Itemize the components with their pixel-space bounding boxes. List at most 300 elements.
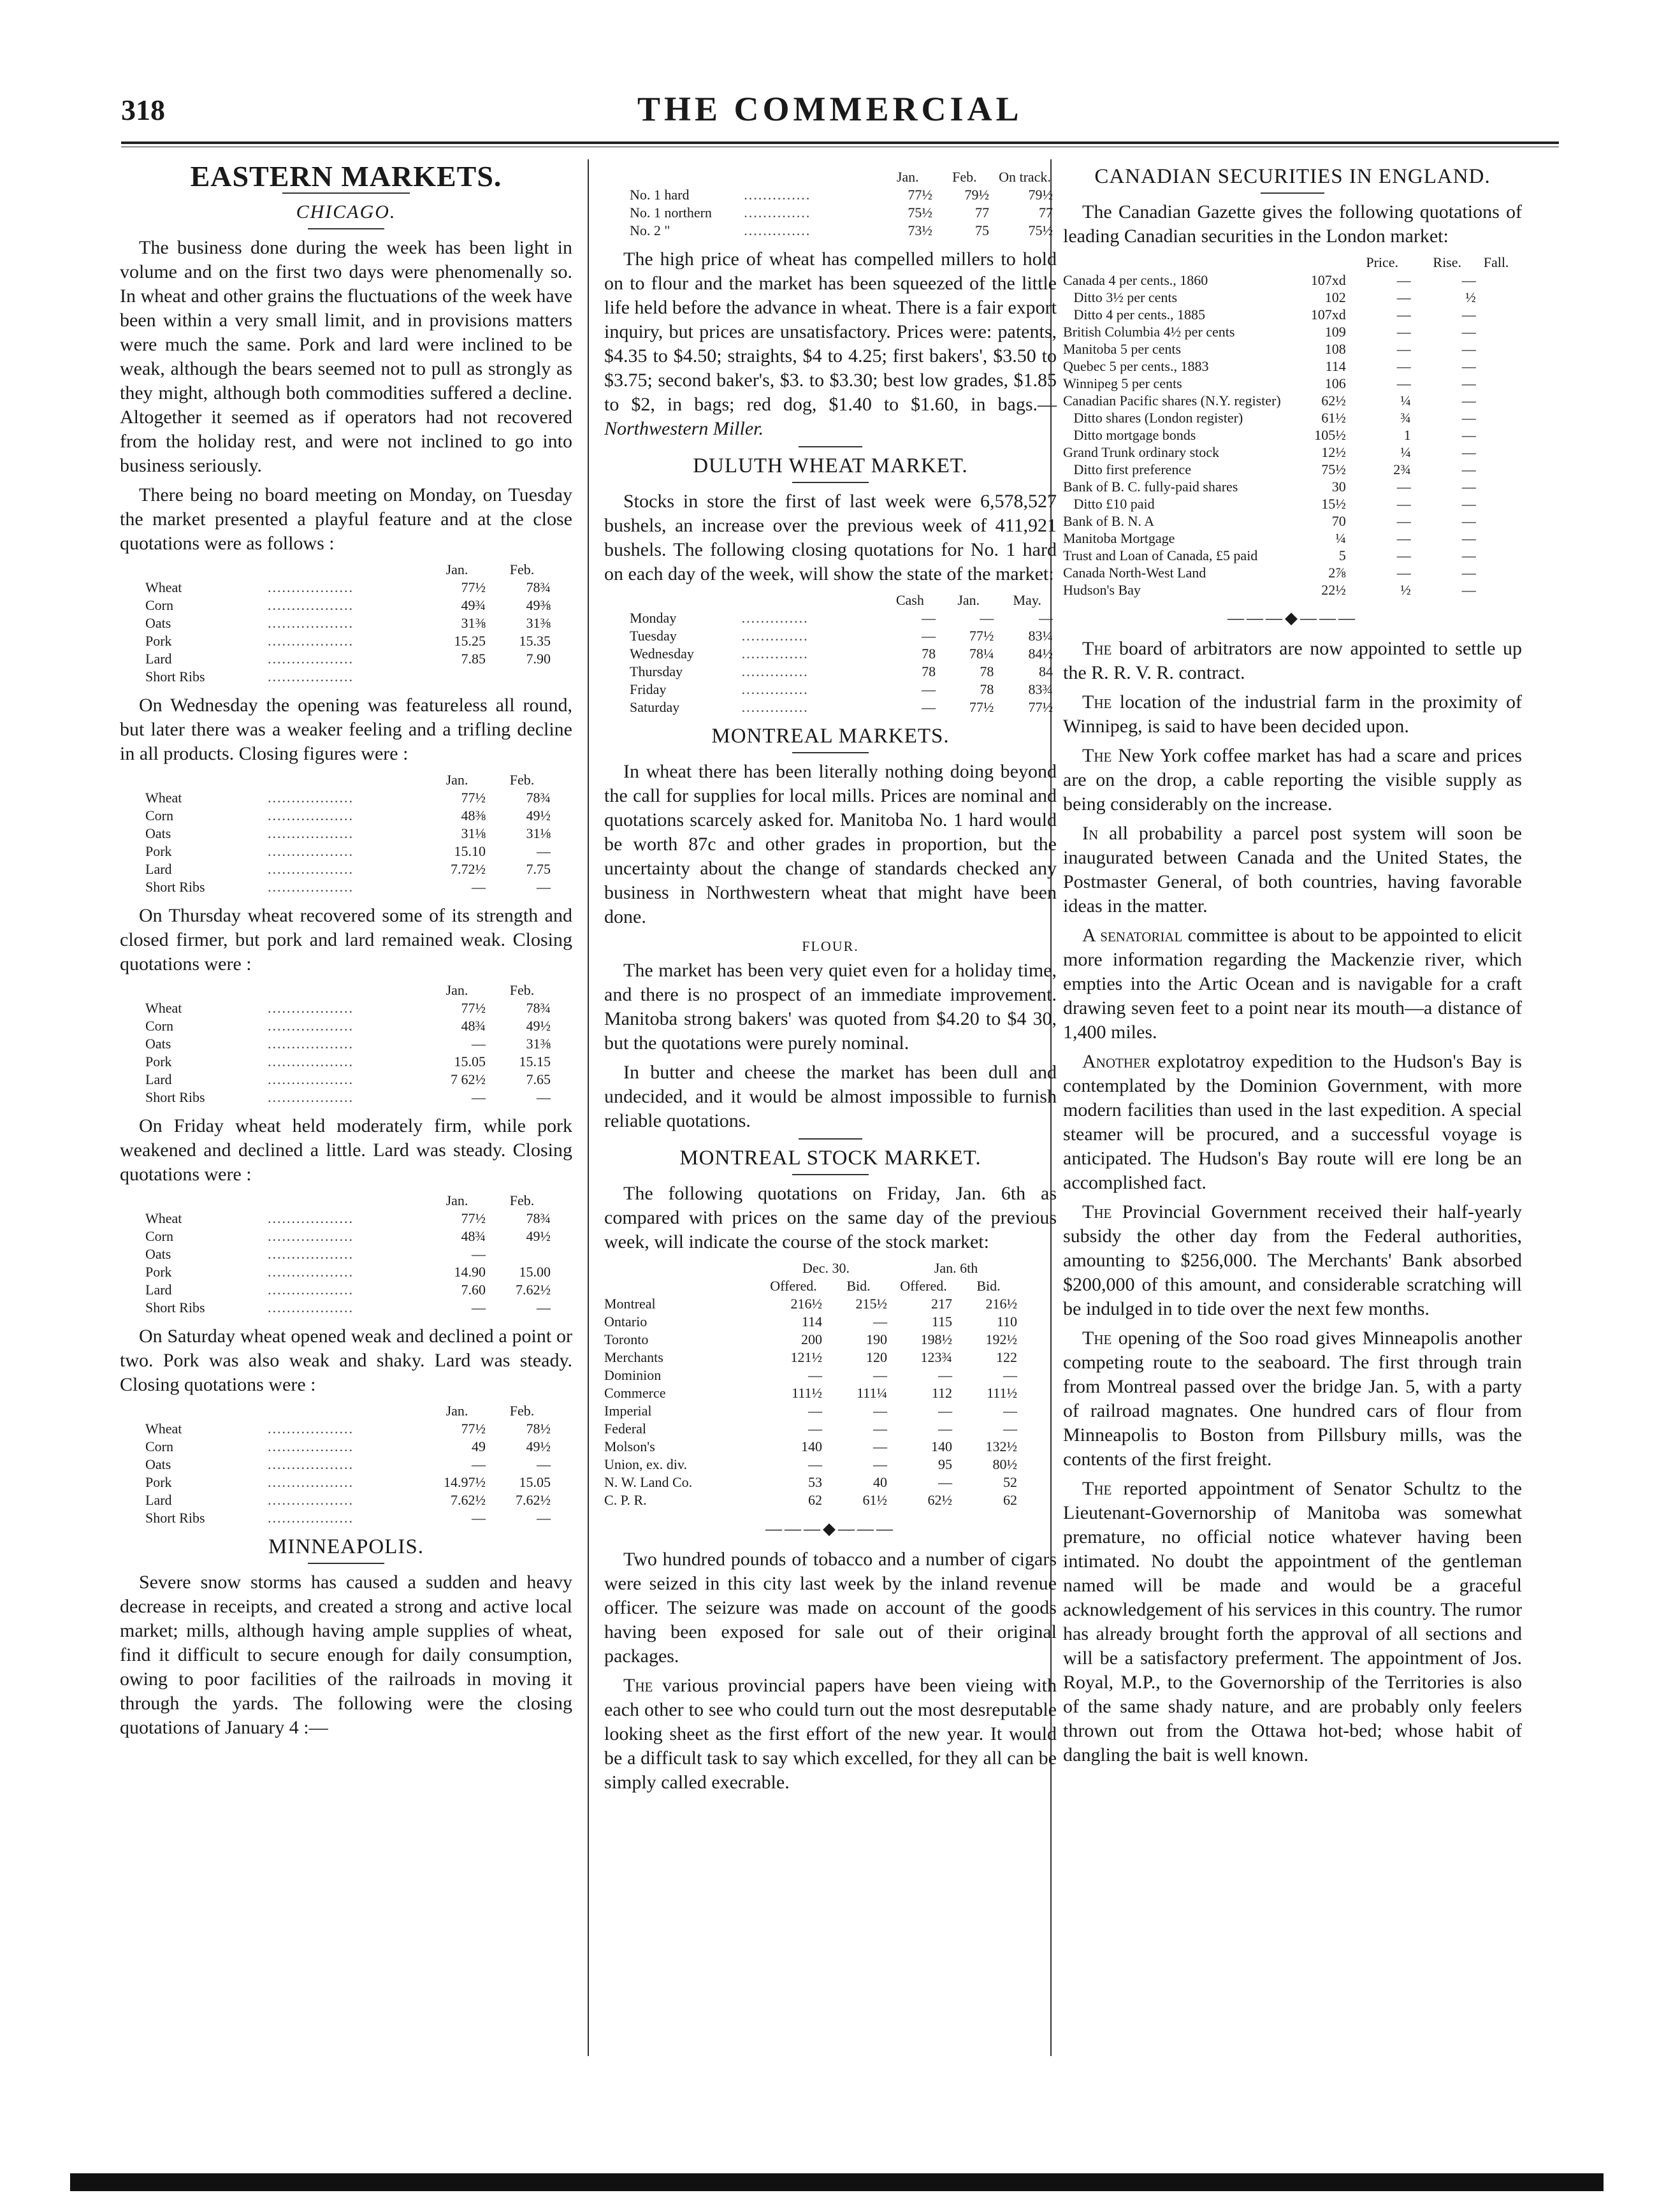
thursday-table	[120, 981, 572, 1106]
friday-table	[120, 1192, 572, 1317]
value-cell: 83¾	[1028, 681, 1053, 697]
value-cell: 112	[931, 1385, 952, 1401]
row-label: Bank of B. N. A	[1063, 513, 1154, 529]
table-row	[1063, 495, 1512, 512]
jan-value: 77½	[461, 1210, 486, 1226]
lead-word: The	[1082, 745, 1112, 766]
feb-value: 78¾	[526, 1000, 551, 1016]
feb-value: 49½	[526, 1438, 551, 1454]
leader-dots: ..................	[268, 1492, 354, 1508]
row-label: Winnipeg 5 per cents	[1063, 375, 1182, 391]
fall-value: —	[1461, 307, 1476, 322]
feb-value: 15.00	[519, 1264, 551, 1280]
table-row	[120, 825, 554, 843]
row-label: Wheat	[145, 1210, 182, 1226]
row-label: Ditto £10 paid	[1063, 496, 1155, 512]
leader-dots: ..................	[268, 597, 354, 613]
column-2	[604, 164, 1057, 1800]
lead-word: Another	[1082, 1051, 1150, 1072]
column-header: May.	[1013, 592, 1041, 608]
table-row	[120, 789, 554, 807]
value-cell: 77½	[908, 187, 932, 203]
feb-value: 49½	[526, 1018, 551, 1034]
table-row	[1063, 426, 1512, 444]
row-label: Imperial	[604, 1403, 652, 1419]
stock-paragraph: The following quotations on Friday, Jan. 6th as compared with prices on the same day of the previous week, will indicate the course of the stock market:	[604, 1183, 1057, 1252]
news-item-2	[1063, 690, 1522, 739]
lead-word: The	[623, 1675, 653, 1696]
row-label: Hudson's Bay	[1063, 582, 1141, 598]
fall-value: —	[1461, 272, 1476, 288]
column-header	[120, 561, 264, 579]
column-header	[120, 1192, 264, 1210]
feb-value: 31⅜	[526, 1036, 551, 1052]
jan-value: 48⅜	[461, 808, 486, 823]
rise-value: —	[1396, 375, 1411, 391]
value-cell: 140	[801, 1438, 822, 1454]
price-value: 107xd	[1310, 307, 1346, 322]
duluth-table	[604, 591, 1057, 716]
table-row	[120, 650, 554, 668]
header-row	[120, 1192, 554, 1210]
news-text: reported appointment of Senator Schultz to the Lieutenant-Governorship of Manitoba was somewhat premature, no official notice whatever having been intimated. No doubt the appointment of the gentleman named will be made and would be a graceful acknowledgement of his services in this country. The rumor has already brought forth the approval of all sections and will be a satisfactory preferment. The appointment of Jos. Royal, M.P., to the Governorship of the Territories is also of the same shady nature, and are probably only feelers thrown out from the Ottawa hot-bed; whose habit of dangling the bait is well known.	[1063, 1478, 1522, 1765]
value-cell: 73½	[908, 222, 932, 238]
divider	[799, 446, 862, 447]
leader-dots: ..................	[268, 843, 354, 859]
table-row	[1063, 272, 1512, 289]
column-header	[120, 981, 264, 999]
flour-subheading: FLOUR.	[802, 938, 859, 954]
value-cell: 75½	[908, 205, 932, 221]
feb-value: 49½	[526, 808, 551, 823]
value-cell: 77	[1039, 205, 1053, 221]
value-cell: 75½	[1028, 222, 1053, 238]
value-cell: 190	[866, 1331, 887, 1347]
stock-table	[604, 1259, 1057, 1509]
montreal-paragraph-1: In wheat there has been literally nothing doing beyond the call for supplies for local mills. Prices are nominal and quotations scarcely asked for. Manitoba No. 1 hard would be worth 87c and other grades in proportion, but the uncertainty about the change of standards checked any business in Northwestern wheat that might have been done.	[604, 761, 1057, 927]
feb-value: 7.62½	[516, 1282, 551, 1298]
column-3	[1063, 164, 1522, 1772]
header-row	[604, 591, 1057, 609]
table-row	[120, 999, 554, 1017]
chicago-paragraph-6: On Saturday wheat opened weak and declined a point or two. Pork was also weak and shaky. Lard was steady. Closing quotations were :	[120, 1326, 572, 1395]
table-row	[120, 878, 554, 896]
fall-value: —	[1461, 375, 1476, 391]
price-value: 2⅞	[1328, 565, 1346, 581]
row-label: Lard	[145, 651, 172, 667]
column-header	[1063, 254, 1285, 272]
feb-value: —	[537, 1456, 551, 1472]
group-header: Jan. 6th	[934, 1260, 978, 1276]
row-label: Pork	[145, 633, 172, 649]
leader-dots: ..................	[268, 1054, 354, 1069]
scan-edge-bar	[70, 2173, 1604, 2191]
column-header: Cash	[895, 592, 924, 608]
fall-value: —	[1461, 358, 1476, 374]
news-text: explotatroy expedition to the Hudson's Bay is contemplated by the Dominion Government, with more modern facilities than used in the last expedition. A special steamer will be procured, and a successful voyage is anticipated. The Hudson's Bay route will ere long be an accomplished fact.	[1063, 1051, 1522, 1193]
value-cell: 78	[980, 663, 994, 679]
price-value: ¼	[1335, 530, 1346, 546]
row-label: Dominion	[604, 1367, 662, 1383]
table-row	[604, 1491, 1021, 1509]
column-header: Bid.	[976, 1278, 1001, 1294]
column-header	[740, 168, 879, 186]
table-row	[120, 668, 554, 686]
table-row	[604, 1456, 1021, 1474]
table-row	[120, 579, 554, 597]
column-header: Jan.	[896, 169, 919, 185]
jan-value	[424, 668, 489, 686]
value-cell: —	[1039, 610, 1053, 626]
jan-value: 48¾	[461, 1228, 486, 1244]
ornament-divider: ———◆———	[1227, 609, 1358, 627]
leader-dots: ..................	[268, 861, 354, 877]
table-row	[604, 1384, 1021, 1402]
row-label: C. P. R.	[604, 1492, 647, 1508]
row-label: Wheat	[145, 1000, 182, 1016]
jan-value: 15.25	[454, 633, 486, 649]
column-header: Jan.	[445, 561, 468, 577]
leader-dots: ..............	[741, 699, 809, 715]
jan-value: 77½	[461, 790, 486, 806]
value-cell: 216½	[985, 1296, 1017, 1312]
rise-value: 1	[1403, 427, 1411, 443]
table-row	[120, 807, 554, 825]
row-label: British Columbia 4½ per cents	[1063, 324, 1235, 340]
column-header: Feb.	[509, 1192, 535, 1208]
table-row	[1063, 581, 1512, 598]
price-value: 102	[1324, 289, 1346, 305]
table-row	[1063, 547, 1512, 564]
divider	[792, 752, 869, 753]
chicago-paragraph-1: The business done during the week has been light in volume and on the first two days were phenomenally so. In wheat and other grains the fluctuations of the week have been within a very small limit, and in provisions matters were much the same. Pork and lard were inclined to be weak, although the bears seemed not to pull as strongly as they might, although both commodities suffered a decline. Altogether it seemed as if operators had not recovered from the holiday rest, and were not inclined to go into business seriously.	[120, 237, 572, 476]
row-label: Manitoba Mortgage	[1063, 530, 1175, 546]
table-row	[120, 1438, 554, 1456]
row-label: Oats	[145, 1246, 171, 1262]
price-value: 75½	[1321, 461, 1346, 477]
table-row	[1063, 444, 1512, 461]
header-row	[604, 1277, 1021, 1295]
jan-value: —	[472, 1089, 486, 1105]
papers-text: various provincial papers have been vieing with each other to see who could turn out the most desreputable looking sheet as the first effort of the new year. It would be a difficult task to say which excelled, for they all can be simply called execrable.	[604, 1675, 1057, 1793]
row-label: No. 2 "	[630, 222, 670, 238]
column-header: Price.	[1366, 254, 1399, 270]
value-cell: 140	[931, 1438, 952, 1454]
leader-dots: ..............	[741, 646, 809, 662]
row-label: Commerce	[604, 1385, 666, 1401]
value-cell: 77½	[1028, 699, 1053, 715]
news-text: all probability a parcel post system will soon be inaugurated between Canada and the United States, the Postmaster General, of both countries, having favorable ideas in the matter.	[1063, 823, 1523, 916]
fall-value: —	[1461, 393, 1476, 409]
row-label: Lard	[145, 1492, 172, 1508]
table-row	[604, 1366, 1021, 1384]
news-item-7	[1063, 1200, 1522, 1321]
row-label: Canadian Pacific shares (N.Y. register)	[1063, 393, 1281, 409]
value-cell: —	[808, 1367, 822, 1383]
row-label: Ontario	[604, 1314, 648, 1329]
news-text: board of arbitrators are now appointed to settle up the R. R. V. R. contract.	[1063, 638, 1523, 683]
price-value: 15½	[1321, 496, 1346, 512]
fall-value: —	[1461, 530, 1476, 546]
table-row	[120, 1053, 554, 1071]
value-cell: 78	[922, 646, 936, 662]
jan-value: 49¾	[461, 597, 486, 613]
price-value: 70	[1331, 513, 1346, 529]
securities-table	[1063, 254, 1522, 598]
value-cell: 200	[801, 1331, 822, 1347]
divider	[308, 1563, 384, 1564]
value-cell: 80½	[992, 1456, 1017, 1472]
value-cell: 77½	[969, 628, 994, 644]
saturday-table	[120, 1402, 572, 1527]
column-header	[264, 981, 424, 999]
fall-value: —	[1461, 444, 1476, 460]
jan-value: 77½	[461, 1000, 486, 1016]
fall-value: —	[1461, 496, 1476, 512]
fall-value: —	[1461, 547, 1476, 563]
value-cell: 79½	[964, 187, 989, 203]
row-label: No. 1 northern	[630, 205, 712, 221]
table-row	[120, 1228, 554, 1245]
row-label: Wheat	[145, 579, 182, 595]
value-cell: 84	[1039, 663, 1053, 679]
value-cell: 217	[931, 1296, 952, 1312]
leader-dots: ..................	[268, 1089, 354, 1105]
leader-dots: ..................	[268, 1228, 354, 1244]
price-value: 5	[1338, 547, 1346, 563]
news-text: location of the industrial farm in the proximity of Winnipeg, is said to have been decided upon.	[1063, 692, 1522, 737]
page-number: 318	[121, 94, 165, 126]
row-label: Lard	[145, 861, 172, 877]
leader-dots: ..............	[741, 681, 809, 697]
leader-dots: ..................	[268, 1421, 354, 1437]
column-header: Feb.	[509, 982, 535, 998]
leader-dots: ..............	[744, 222, 811, 238]
leader-dots: ..............	[741, 663, 809, 679]
value-cell: —	[938, 1421, 952, 1437]
rise-value: —	[1396, 307, 1411, 322]
leader-dots: ..................	[268, 1210, 354, 1226]
news-item-3	[1063, 744, 1522, 816]
jan-value: —	[472, 1510, 486, 1526]
row-label: Pork	[145, 1054, 172, 1069]
price-value: 114	[1325, 358, 1346, 374]
rise-value: —	[1396, 324, 1411, 340]
value-cell: 215½	[855, 1296, 887, 1312]
price-value: 22½	[1321, 582, 1346, 598]
header-row	[120, 771, 554, 789]
table-row	[1063, 358, 1512, 375]
row-label: Canada 4 per cents., 1860	[1063, 272, 1208, 288]
fall-value: —	[1461, 410, 1476, 426]
leader-dots: ..................	[268, 615, 354, 631]
value-cell: —	[922, 681, 936, 697]
table-row	[120, 1071, 554, 1089]
leader-dots: ..................	[268, 808, 354, 823]
jan-value: 14.97½	[444, 1474, 486, 1490]
news-text: opening of the Soo road gives Minneapolis another competing route to the seaboard. The first through train from Montreal passed over the bridge Jan. 5, with a party of railroad magnates. One hundred cars of flour from Minneapolis to Boston from Pillsbury mills, was the contents of the first freight.	[1063, 1328, 1522, 1470]
column-header	[604, 591, 738, 609]
feb-value: —	[537, 1089, 551, 1105]
jan-value: 77½	[461, 579, 486, 595]
value-cell: —	[938, 1403, 952, 1419]
divider	[282, 192, 410, 194]
column-header: Feb.	[509, 561, 535, 577]
value-cell: —	[873, 1403, 887, 1419]
divider	[792, 1174, 869, 1175]
row-label: N. W. Land Co.	[604, 1474, 693, 1490]
table-row	[1063, 530, 1512, 547]
table-row	[604, 1349, 1021, 1366]
row-label: Ditto shares (London register)	[1063, 410, 1243, 426]
row-label: Canada North-West Land	[1063, 565, 1206, 581]
table-row	[120, 1035, 554, 1053]
lead-word: The	[1082, 1478, 1112, 1499]
value-cell: 111½	[792, 1385, 822, 1401]
value-cell: 120	[866, 1349, 887, 1365]
news-item-6	[1063, 1050, 1522, 1195]
value-cell: 62½	[927, 1492, 952, 1508]
value-cell: 198½	[920, 1331, 952, 1347]
price-value: 30	[1331, 479, 1346, 495]
value-cell: 121½	[790, 1349, 822, 1365]
value-cell: 78	[980, 681, 994, 697]
column-header: Feb.	[509, 772, 535, 788]
feb-value: 78¾	[526, 1210, 551, 1226]
row-label: Pork	[145, 843, 172, 859]
value-cell: 84½	[1028, 646, 1053, 662]
jan-value: 7.62½	[451, 1492, 486, 1508]
value-cell: 132½	[985, 1438, 1017, 1454]
row-label: Short Ribs	[145, 1300, 205, 1315]
value-cell: 115	[931, 1314, 952, 1329]
value-cell: 61½	[862, 1492, 887, 1508]
row-label: Toronto	[604, 1331, 649, 1347]
lead-word: The	[1082, 1328, 1112, 1349]
quote-table	[604, 168, 1057, 240]
securities-intro: The Canadian Gazette gives the following quotations of leading Canadian securities in the London market:	[1063, 201, 1522, 247]
table-row	[120, 1299, 554, 1317]
montreal-paragraph-2: The market has been very quiet even for a holiday time, and there is no prospect of an immediate improvement. Manitoba strong bakers' was quoted from $4.20 to $4 30, but the quotations were purely nominal.	[604, 960, 1057, 1054]
value-cell: 78¼	[969, 646, 994, 662]
duluth-heading: DULUTH WHEAT MARKET.	[693, 454, 968, 477]
value-cell: 122	[996, 1349, 1017, 1365]
rise-value: —	[1396, 272, 1411, 288]
price-value: 62½	[1321, 393, 1346, 409]
row-label: Merchants	[604, 1349, 663, 1365]
rise-value: ¼	[1400, 444, 1411, 460]
table-row	[1063, 375, 1512, 392]
tuesday-table	[120, 561, 572, 686]
column-header	[264, 771, 424, 789]
table-row	[604, 609, 1057, 627]
table-row	[604, 186, 1057, 204]
table-row	[1063, 392, 1512, 409]
header-row	[604, 168, 1057, 186]
fall-value: —	[1461, 582, 1476, 598]
masthead: THE COMMERCIAL	[637, 90, 1023, 128]
value-cell: 79½	[1028, 187, 1053, 203]
value-cell: 53	[808, 1474, 822, 1490]
table-row	[120, 1263, 554, 1281]
feb-value: —	[537, 1300, 551, 1315]
stock-market-heading: MONTREAL STOCK MARKET.	[679, 1147, 981, 1170]
table-row	[120, 1420, 554, 1438]
feb-value: 15.15	[519, 1054, 551, 1069]
montreal-paragraph-3: In butter and cheese the market has been dull and undecided, and it would be almost impossible to furnish reliable quotations.	[604, 1062, 1057, 1131]
row-label: Trust and Loan of Canada, £5 paid	[1063, 547, 1258, 563]
rise-value: —	[1396, 479, 1411, 495]
quote-table	[120, 981, 554, 1106]
quote-table	[120, 1192, 554, 1317]
divider	[308, 228, 384, 229]
news-item-4	[1063, 822, 1522, 918]
chicago-paragraph-4: On Thursday wheat recovered some of its strength and closed firmer, but pork and lard remained weak. Closing quotations were :	[120, 905, 572, 974]
row-label: Friday	[630, 681, 667, 697]
row-label: Bank of B. C. fully-paid shares	[1063, 479, 1238, 495]
feb-value: 7.65	[526, 1071, 551, 1087]
table-row	[604, 1420, 1021, 1438]
table-row	[604, 1438, 1021, 1456]
row-label: Ditto first preference	[1063, 461, 1191, 477]
row-label: Short Ribs	[145, 879, 205, 895]
table-row	[604, 645, 1057, 663]
value-cell: 192½	[985, 1331, 1017, 1347]
value-cell: —	[808, 1456, 822, 1472]
row-label: Grand Trunk ordinary stock	[1063, 444, 1220, 460]
feb-value: 49⅜	[526, 597, 551, 613]
table-row	[120, 1509, 554, 1527]
feb-value: 78½	[526, 1421, 551, 1437]
jan-value: —	[472, 1036, 486, 1052]
fall-value: —	[1461, 461, 1476, 477]
table-row	[120, 860, 554, 878]
leader-dots: ..................	[268, 1438, 354, 1454]
leader-dots: ..................	[268, 579, 354, 595]
jan-value: 15.05	[454, 1054, 486, 1069]
column-header: Jan.	[445, 1192, 468, 1208]
header-row	[120, 561, 554, 579]
ornament-divider: ———◆———	[765, 1519, 895, 1538]
jan-value: 14.90	[454, 1264, 486, 1280]
value-cell: —	[922, 610, 936, 626]
table-row	[120, 1245, 554, 1263]
montreal-heading: MONTREAL MARKETS.	[711, 725, 950, 748]
column-header	[604, 168, 740, 186]
table-row	[120, 1491, 554, 1509]
wednesday-table	[120, 771, 572, 896]
jan-value: 31⅛	[461, 825, 486, 841]
divider	[792, 482, 869, 483]
leader-dots: ..................	[268, 790, 354, 806]
value-cell: 40	[873, 1474, 887, 1490]
lead-word: A senatorial	[1082, 925, 1183, 946]
rise-value: 2¾	[1393, 461, 1411, 477]
row-label: Corn	[145, 597, 173, 613]
table-row	[604, 1295, 1021, 1313]
news-item-1	[1063, 637, 1522, 685]
flour-text: The high price of wheat has compelled millers to hold on to flour and the market has been squeezed of the little life held before the advance in wheat. There is a fair export inquiry, but prices are unsatisfactory. Prices were: patents, $4.35 to $4.50; straights, $4 to 4.25; first bakers', $3.50 to $3.75; second baker's, $3. to $3.30; best low grades, $1.85 to $2, in bags; red dog, $1.40 to $1.60, in bags.—	[604, 249, 1057, 415]
price-value: 106	[1324, 375, 1346, 391]
rise-value: —	[1396, 565, 1411, 581]
divider	[799, 1138, 862, 1140]
value-cell: —	[873, 1438, 887, 1454]
value-cell: —	[873, 1421, 887, 1437]
quote-table	[120, 771, 554, 896]
rise-value: —	[1396, 496, 1411, 512]
value-cell: 83¼	[1028, 628, 1053, 644]
header-cell	[604, 1259, 761, 1277]
